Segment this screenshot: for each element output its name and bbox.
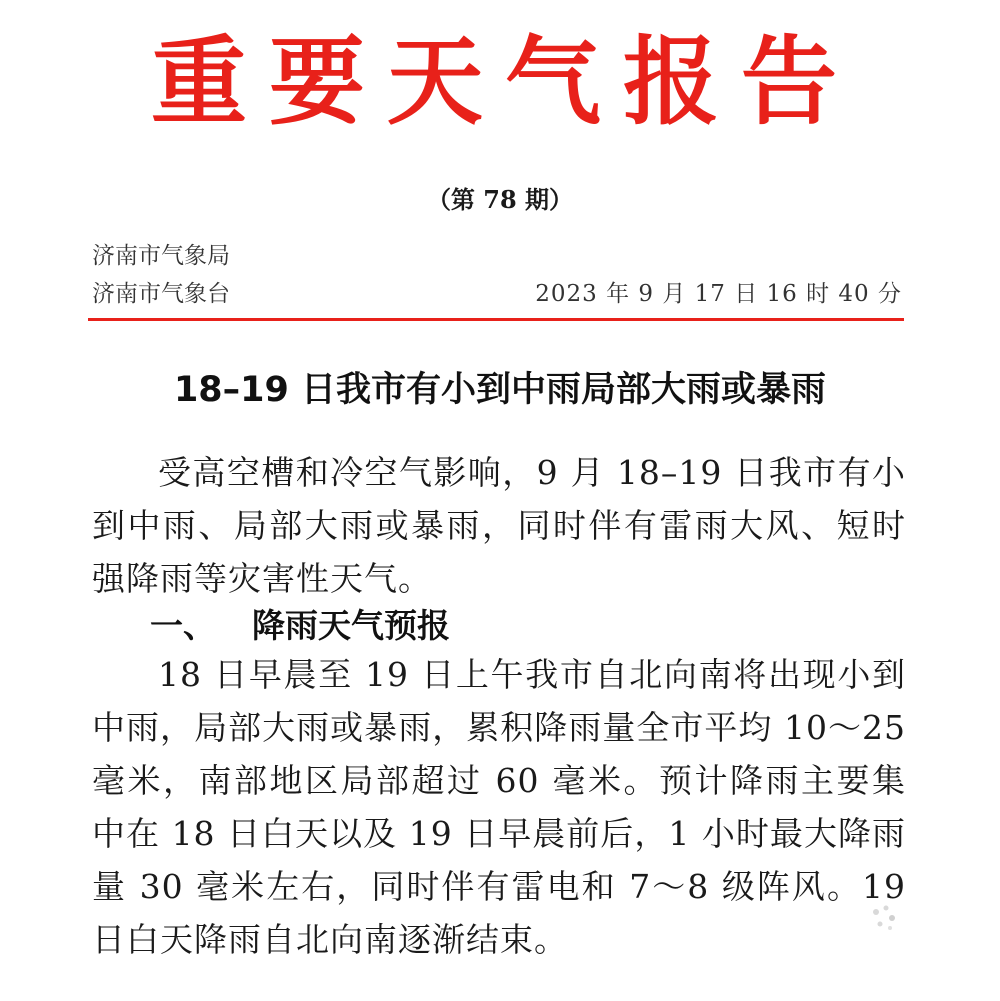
issue-number: （第 78 期） <box>426 185 574 214</box>
issue-date: 2023 年 9 月 17 日 16 时 40 分 <box>535 281 902 307</box>
issuer-bureau: 济南市气象局 <box>92 243 230 269</box>
issuer-observatory: 济南市气象台 <box>92 281 230 307</box>
watermark-icon <box>864 898 904 938</box>
header-divider <box>88 318 904 321</box>
report-headline: 18–19 日我市有小到中雨局部大雨或暴雨 <box>173 370 827 410</box>
forecast-paragraph: 18 日早晨至 19 日上午我市自北向南将出现小到中雨，局部大雨或暴雨，累积降雨量全市平均 10～25 毫米，南部地区局部超过 60 毫米。预计降雨主要集中在 18 日白天以及 19 日早晨前后，1 小时最大降雨量 30 毫米左右，同时伴有雷电和 7～8 级阵风。19 日白天降雨自北向南逐渐结束。 <box>92 655 906 959</box>
section-number: 一、 <box>150 606 216 645</box>
section-title: 降雨天气预报 <box>252 606 450 645</box>
intro-paragraph: 受高空槽和冷空气影响，9 月 18–19 日我市有小到中雨、局部大雨或暴雨，同时伴有雷雨大风、短时强降雨等灾害性天气。 <box>92 453 906 598</box>
section-heading <box>150 600 450 652</box>
report-masthead-title: 重要天气报告 <box>151 25 859 138</box>
